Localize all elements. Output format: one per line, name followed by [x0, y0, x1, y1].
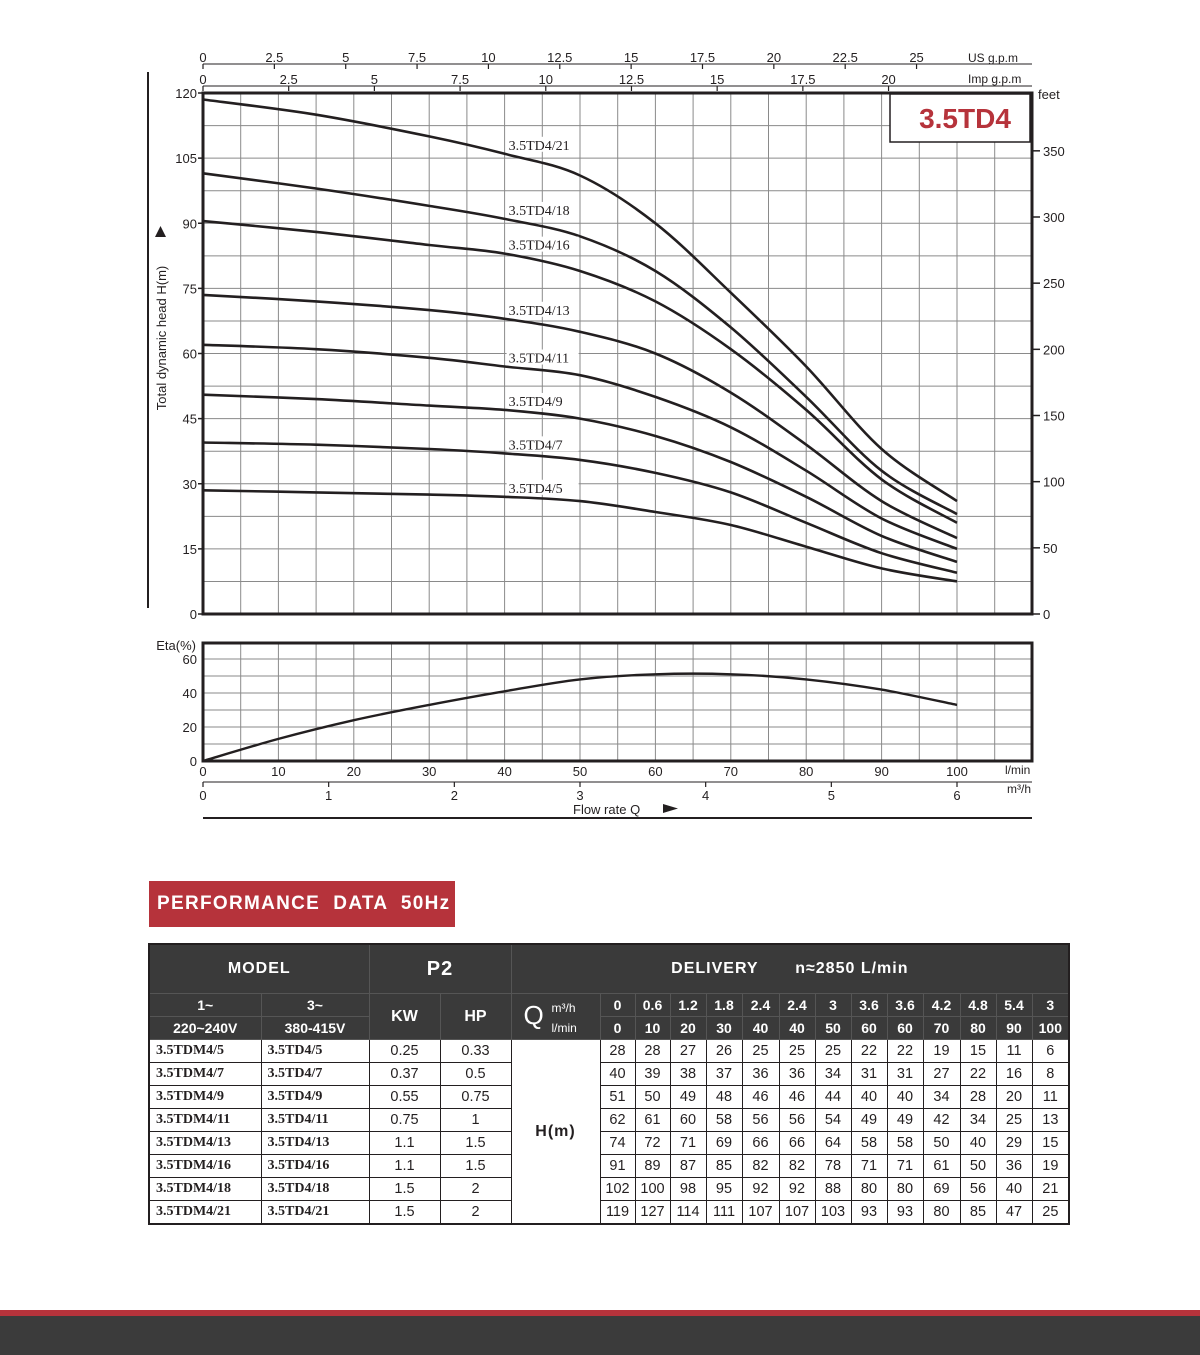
head-value-cell: 78	[815, 1155, 851, 1178]
head-value-cell: 56	[779, 1109, 815, 1132]
head-value-cell: 91	[600, 1155, 635, 1178]
head-value-cell: 28	[635, 1040, 670, 1063]
kw-cell: 1.1	[369, 1155, 440, 1178]
head-value-cell: 31	[887, 1063, 923, 1086]
x-tick-label-lmin: 0	[199, 764, 207, 779]
imp-gpm-tick-label: 10	[538, 72, 554, 87]
hp-cell: 0.75	[440, 1086, 511, 1109]
head-value-cell: 114	[670, 1201, 706, 1225]
head-value-cell: 47	[996, 1201, 1032, 1225]
head-value-cell: 25	[1032, 1201, 1069, 1225]
head-value-cell: 15	[1032, 1132, 1069, 1155]
head-value-cell: 20	[996, 1086, 1032, 1109]
eta-y-tick-label: 60	[182, 652, 197, 667]
q-lmin-cell: 50	[815, 1017, 851, 1040]
series-label: 3.5TD4/16	[508, 238, 570, 254]
model-1phase-cell: 3.5TDM4/18	[149, 1178, 261, 1201]
model-1phase-cell: 3.5TDM4/11	[149, 1109, 261, 1132]
y-tick-label: 15	[182, 541, 197, 557]
q-m3h-cell: 4.2	[923, 994, 960, 1017]
q-lmin-cell: 60	[887, 1017, 923, 1040]
head-value-cell: 107	[779, 1201, 815, 1225]
head-value-cell: 88	[815, 1178, 851, 1201]
q-letter: Q	[523, 1000, 544, 1030]
head-value-cell: 98	[670, 1178, 706, 1201]
x-tick-label-lmin: 60	[648, 764, 663, 779]
x-tick-label-lmin: 100	[946, 764, 968, 779]
x-axis-arrow-icon	[663, 804, 678, 813]
y-axis-arrow-icon	[155, 226, 166, 237]
model-3phase-cell: 3.5TD4/9	[261, 1086, 369, 1109]
head-value-cell: 25	[815, 1040, 851, 1063]
head-value-cell: 87	[670, 1155, 706, 1178]
head-value-cell: 31	[851, 1063, 887, 1086]
head-value-cell: 22	[960, 1063, 996, 1086]
hp-cell: 1.5	[440, 1155, 511, 1178]
model-1phase-cell: 3.5TDM4/7	[149, 1063, 261, 1086]
head-value-cell: 56	[742, 1109, 779, 1132]
head-value-cell: 40	[851, 1086, 887, 1109]
us-gpm-tick-label: 12.5	[547, 50, 573, 65]
q-lmin-cell: 60	[851, 1017, 887, 1040]
x-tick-label-lmin: 10	[271, 764, 286, 779]
series-label: 3.5TD4/9	[508, 394, 563, 410]
imp-gpm-tick-label: 15	[709, 72, 725, 87]
q-lmin-cell: 90	[996, 1017, 1032, 1040]
model-3phase-cell: 3.5TD4/5	[261, 1040, 369, 1063]
head-value-cell: 111	[706, 1201, 742, 1225]
model-3phase-cell: 3.5TD4/7	[261, 1063, 369, 1086]
us-gpm-tick-label: 17.5	[689, 50, 716, 65]
head-value-cell: 50	[923, 1132, 960, 1155]
q-m3h-cell: 5.4	[996, 994, 1032, 1017]
head-value-cell: 62	[600, 1109, 635, 1132]
q-lmin-cell: 80	[960, 1017, 996, 1040]
hp-cell: 2	[440, 1178, 511, 1201]
head-value-cell: 102	[600, 1178, 635, 1201]
head-value-cell: 36	[996, 1155, 1032, 1178]
head-value-cell: 60	[670, 1109, 706, 1132]
series-label: 3.5TD4/5	[508, 481, 563, 497]
head-value-cell: 19	[923, 1040, 960, 1063]
head-value-cell: 92	[742, 1178, 779, 1201]
y-tick-label: 120	[175, 86, 197, 101]
x-tick-label-lmin: 40	[497, 764, 512, 779]
head-value-cell: 36	[742, 1063, 779, 1086]
y-tick-label: 30	[182, 476, 197, 492]
head-value-cell: 85	[960, 1201, 996, 1225]
performance-table-wrap	[148, 943, 1070, 1225]
us-gpm-tick-label: 10	[481, 50, 496, 65]
q-m3h-cell: 1.8	[706, 994, 742, 1017]
model-3phase-cell: 3.5TD4/11	[261, 1109, 369, 1132]
head-value-cell: 38	[670, 1063, 706, 1086]
head-value-cell: 50	[635, 1086, 670, 1109]
x-tick-label-m3h: 1	[325, 788, 333, 803]
table-row	[149, 1086, 1069, 1109]
head-value-cell: 72	[635, 1132, 670, 1155]
head-value-cell: 66	[779, 1132, 815, 1155]
head-value-cell: 40	[887, 1086, 923, 1109]
head-value-cell: 16	[996, 1063, 1032, 1086]
table-row	[149, 1109, 1069, 1132]
q-lmin-cell: 0	[600, 1017, 635, 1040]
head-value-cell: 40	[996, 1178, 1032, 1201]
head-value-cell: 49	[887, 1109, 923, 1132]
head-value-cell: 92	[779, 1178, 815, 1201]
h-label-cell: H(m)	[511, 1040, 600, 1225]
head-value-cell: 100	[635, 1178, 670, 1201]
imp-gpm-tick-label: 17.5	[790, 72, 816, 87]
us-gpm-tick-label: 15	[623, 50, 639, 65]
head-value-cell: 11	[996, 1040, 1032, 1063]
head-value-cell: 61	[923, 1155, 960, 1178]
us-gpm-tick-label: 20	[766, 50, 782, 65]
head-value-cell: 80	[923, 1201, 960, 1225]
series-label: 3.5TD4/18	[508, 203, 570, 219]
head-value-cell: 69	[923, 1178, 960, 1201]
x-tick-label-lmin: 90	[874, 764, 889, 779]
us-gpm-tick-label: 25	[909, 50, 924, 65]
head-value-cell: 36	[779, 1063, 815, 1086]
table-row	[149, 1155, 1069, 1178]
y-tick-label: 90	[182, 216, 197, 232]
head-value-cell: 13	[1032, 1109, 1069, 1132]
y2-tick-label: 300	[1043, 209, 1065, 225]
head-value-cell: 93	[887, 1201, 923, 1225]
y2-tick-label: 100	[1043, 474, 1065, 490]
table-row	[149, 1063, 1069, 1086]
model-1phase-cell: 3.5TDM4/5	[149, 1040, 261, 1063]
head-value-cell: 49	[670, 1086, 706, 1109]
us-gpm-tick-label: 22.5	[832, 50, 858, 65]
q-m3h-cell: 3	[1032, 994, 1069, 1017]
model-1phase-cell: 3.5TDM4/16	[149, 1155, 261, 1178]
kw-cell: 1.5	[369, 1201, 440, 1225]
q-lmin-cell: 70	[923, 1017, 960, 1040]
q-m3h-cell: 3	[815, 994, 851, 1017]
hp-cell: 0.33	[440, 1040, 511, 1063]
y-axis-label: Total dynamic head H(m)	[154, 265, 169, 411]
head-value-cell: 82	[742, 1155, 779, 1178]
head-value-cell: 64	[815, 1132, 851, 1155]
head-value-cell: 71	[670, 1132, 706, 1155]
head-value-cell: 54	[815, 1109, 851, 1132]
delivery-label: DELIVERY	[671, 960, 759, 977]
x-tick-label-m3h: 5	[827, 788, 835, 803]
y2-tick-label: 350	[1043, 143, 1065, 159]
head-value-cell: 29	[996, 1132, 1032, 1155]
q-lmin-cell: 30	[706, 1017, 742, 1040]
head-value-cell: 34	[923, 1086, 960, 1109]
x-tick-label-lmin: 50	[572, 764, 588, 779]
q-m3h-cell: 0.6	[635, 994, 670, 1017]
series-label: 3.5TD4/21	[508, 138, 570, 154]
us-gpm-unit: US g.p.m	[968, 51, 1019, 65]
phase1-volt-header: 220~240V	[149, 1017, 261, 1040]
series-label: 3.5TD4/11	[508, 351, 570, 367]
model-3phase-cell: 3.5TD4/18	[261, 1178, 369, 1201]
q-m3h-cell: 0	[600, 994, 635, 1017]
y2-tick-label: 0	[1043, 607, 1051, 622]
head-value-cell: 58	[851, 1132, 887, 1155]
q-unit-header	[511, 994, 600, 1040]
y-tick-label: 45	[182, 411, 197, 427]
q-m3h-cell: 3.6	[851, 994, 887, 1017]
x-tick-label-lmin: 20	[346, 764, 362, 779]
model-3phase-cell: 3.5TD4/21	[261, 1201, 369, 1225]
head-value-cell: 22	[851, 1040, 887, 1063]
head-value-cell: 85	[706, 1155, 742, 1178]
head-value-cell: 89	[635, 1155, 670, 1178]
speed-label: n≈2850 L/min	[795, 960, 909, 977]
hp-cell: 1	[440, 1109, 511, 1132]
imp-gpm-unit: Imp g.p.m	[968, 72, 1022, 86]
q-unit-lmin: l/min	[551, 1021, 577, 1035]
head-value-cell: 8	[1032, 1063, 1069, 1086]
head-value-cell: 25	[779, 1040, 815, 1063]
head-value-cell: 71	[887, 1155, 923, 1178]
imp-gpm-tick-label: 2.5	[279, 72, 298, 87]
x-tick-label-m3h: 2	[450, 788, 458, 803]
head-value-cell: 80	[887, 1178, 923, 1201]
head-value-cell: 37	[706, 1063, 742, 1086]
head-value-cell: 74	[600, 1132, 635, 1155]
q-lmin-cell: 40	[779, 1017, 815, 1040]
head-value-cell: 58	[706, 1109, 742, 1132]
us-gpm-tick-label: 5	[342, 50, 350, 65]
x-unit-lmin: l/min	[1005, 763, 1031, 777]
eta-axis-label: Eta(%)	[156, 638, 196, 653]
head-value-cell: 46	[742, 1086, 779, 1109]
y2-tick-label: 50	[1043, 540, 1058, 556]
head-value-cell: 11	[1032, 1086, 1069, 1109]
imp-gpm-tick-label: 5	[370, 72, 379, 87]
head-value-cell: 82	[779, 1155, 815, 1178]
y-tick-label: 75	[182, 281, 197, 297]
us-gpm-tick-label: 7.5	[408, 50, 427, 65]
x-tick-label-lmin: 70	[723, 764, 739, 779]
hp-cell: 2	[440, 1201, 511, 1225]
eta-y-tick-label: 40	[182, 686, 197, 701]
model-1phase-cell: 3.5TDM4/21	[149, 1201, 261, 1225]
x-unit-m3h: m³/h	[1007, 782, 1031, 796]
kw-cell: 0.25	[369, 1040, 440, 1063]
imp-gpm-tick-label: 0	[199, 72, 207, 87]
y2-axis-label: feet	[1038, 87, 1060, 102]
kw-cell: 1.1	[369, 1132, 440, 1155]
head-value-cell: 69	[706, 1132, 742, 1155]
q-lmin-cell: 10	[635, 1017, 670, 1040]
kw-cell: 0.37	[369, 1063, 440, 1086]
head-value-cell: 49	[851, 1109, 887, 1132]
head-value-cell: 66	[742, 1132, 779, 1155]
hp-cell: 0.5	[440, 1063, 511, 1086]
head-value-cell: 48	[706, 1086, 742, 1109]
head-value-cell: 40	[960, 1132, 996, 1155]
y2-tick-label: 200	[1043, 342, 1065, 358]
x-tick-label-m3h: 3	[576, 788, 584, 803]
table-row	[149, 1201, 1069, 1225]
series-label: 3.5TD4/7	[508, 438, 563, 454]
q-units	[552, 998, 577, 1038]
y2-tick-label: 250	[1043, 276, 1065, 292]
performance-table	[148, 943, 1070, 1225]
p2-header: P2	[369, 944, 511, 994]
model-1phase-cell: 3.5TDM4/9	[149, 1086, 261, 1109]
head-value-cell: 127	[635, 1201, 670, 1225]
hp-header: HP	[440, 994, 511, 1040]
head-value-cell: 71	[851, 1155, 887, 1178]
performance-data-banner: PERFORMANCE DATA 50Hz	[149, 881, 455, 927]
imp-gpm-tick-label: 7.5	[451, 72, 470, 87]
head-value-cell: 61	[635, 1109, 670, 1132]
head-value-cell: 107	[742, 1201, 779, 1225]
q-lmin-cell: 40	[742, 1017, 779, 1040]
head-value-cell: 39	[635, 1063, 670, 1086]
phase1-header: 1~	[149, 994, 261, 1017]
head-value-cell: 51	[600, 1086, 635, 1109]
x-tick-label-m3h: 4	[702, 788, 710, 803]
x-axis-label: Flow rate Q	[573, 802, 641, 817]
head-value-cell: 50	[960, 1155, 996, 1178]
head-value-cell: 58	[887, 1132, 923, 1155]
x-tick-label-m3h: 6	[953, 788, 961, 803]
head-value-cell: 6	[1032, 1040, 1069, 1063]
table-row	[149, 1040, 1069, 1063]
q-m3h-cell: 4.8	[960, 994, 996, 1017]
head-value-cell: 44	[815, 1086, 851, 1109]
y-tick-label: 60	[182, 346, 197, 362]
model-1phase-cell: 3.5TDM4/13	[149, 1132, 261, 1155]
head-value-cell: 95	[706, 1178, 742, 1201]
q-lmin-cell: 20	[670, 1017, 706, 1040]
y-tick-label: 0	[189, 607, 197, 622]
us-gpm-tick-label: 2.5	[265, 50, 284, 65]
head-value-cell: 46	[779, 1086, 815, 1109]
hp-cell: 1.5	[440, 1132, 511, 1155]
q-lmin-cell: 100	[1032, 1017, 1069, 1040]
head-value-cell: 27	[670, 1040, 706, 1063]
kw-cell: 1.5	[369, 1178, 440, 1201]
kw-cell: 0.75	[369, 1109, 440, 1132]
y-tick-label: 105	[175, 151, 197, 167]
head-value-cell: 22	[887, 1040, 923, 1063]
kw-cell: 0.55	[369, 1086, 440, 1109]
model-header: MODEL	[149, 944, 369, 994]
head-value-cell: 26	[706, 1040, 742, 1063]
head-value-cell: 19	[1032, 1155, 1069, 1178]
head-value-cell: 40	[600, 1063, 635, 1086]
head-value-cell: 34	[815, 1063, 851, 1086]
x-tick-label-m3h: 0	[199, 788, 207, 803]
delivery-header	[511, 944, 1069, 994]
model-3phase-cell: 3.5TD4/16	[261, 1155, 369, 1178]
eta-y-tick-label: 20	[182, 720, 197, 735]
head-value-cell: 15	[960, 1040, 996, 1063]
series-label: 3.5TD4/13	[508, 303, 570, 319]
head-value-cell: 103	[815, 1201, 851, 1225]
us-gpm-tick-label: 0	[199, 50, 207, 65]
head-value-cell: 56	[960, 1178, 996, 1201]
eta-y-tick-label: 0	[189, 754, 197, 769]
chart-title: 3.5TD4	[919, 103, 1011, 134]
head-value-cell: 93	[851, 1201, 887, 1225]
q-m3h-cell: 2.4	[742, 994, 779, 1017]
head-value-cell: 42	[923, 1109, 960, 1132]
head-value-cell: 28	[960, 1086, 996, 1109]
head-value-cell: 27	[923, 1063, 960, 1086]
y2-tick-label: 150	[1043, 408, 1065, 424]
imp-gpm-tick-label: 12.5	[618, 72, 645, 87]
head-value-cell: 80	[851, 1178, 887, 1201]
x-tick-label-lmin: 30	[421, 764, 437, 779]
table-row	[149, 1132, 1069, 1155]
q-m3h-cell: 3.6	[887, 994, 923, 1017]
head-value-cell: 25	[742, 1040, 779, 1063]
q-unit-m3h: m³/h	[551, 1001, 576, 1015]
phase3-volt-header: 380-415V	[261, 1017, 369, 1040]
head-value-cell: 28	[600, 1040, 635, 1063]
head-value-cell: 119	[600, 1201, 635, 1225]
head-value-cell: 21	[1032, 1178, 1069, 1201]
table-row	[149, 1178, 1069, 1201]
x-tick-label-lmin: 80	[798, 764, 814, 779]
footer-bar	[0, 1316, 1200, 1355]
head-value-cell: 25	[996, 1109, 1032, 1132]
head-value-cell: 34	[960, 1109, 996, 1132]
model-3phase-cell: 3.5TD4/13	[261, 1132, 369, 1155]
q-m3h-cell: 1.2	[670, 994, 706, 1017]
kw-header: KW	[369, 994, 440, 1040]
imp-gpm-tick-label: 20	[881, 72, 896, 87]
phase3-header: 3~	[261, 994, 369, 1017]
q-m3h-cell: 2.4	[779, 994, 815, 1017]
